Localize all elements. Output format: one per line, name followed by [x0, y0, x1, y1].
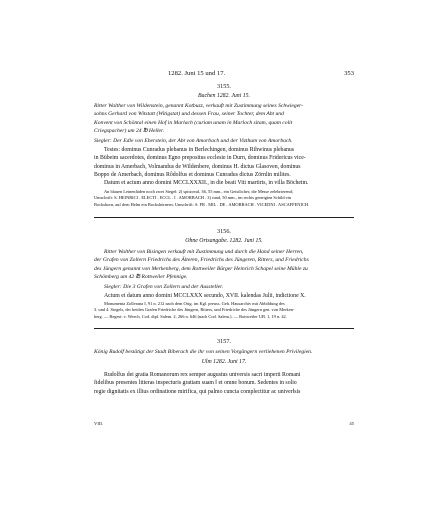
entry-seal-line: Siegler: Der Edle von Eberstein, der Abt von Amorbach und der Vizthum von Amorbach.: [94, 138, 293, 144]
note-line: Bocksborn, auf dem Helm ein Bockshörnern; Umschrift: S. FR . MIL . DE . AMORBACH . VICEDNI . ASCAFFENICH.: [94, 201, 310, 207]
entry-seal-line: Siegler: Die 3 Grafen von Zollern und der Aussteller.: [104, 284, 224, 290]
regest-line: König Rudolf bestätigt der Stadt Biberach die ihr von seinen Vorgängern verliehenen Privilegien.: [94, 349, 313, 355]
page-number: 353: [344, 70, 354, 77]
entry-number: 3156.: [217, 228, 231, 235]
entry-regest: [94, 102, 354, 135]
text-line: dominus in Amerbach, Volmandus de Wildenbere, dominus H. dictus Glasoven, dominus: [94, 163, 301, 170]
regest-line: Konvent von Schöntal einen Hof in Marlach (curiam unam in Marloch sitam, quam colit: [94, 119, 293, 126]
running-title: 1282. Juni 15 und 17.: [168, 70, 226, 77]
regest-line: des Jüngern genannt von Merkenberg, dem Rottweiler Bürger Heinrich Schapel seine Mühle zu: [94, 265, 308, 272]
section-divider: [94, 217, 354, 218]
entry-text: [94, 146, 354, 187]
entry-text: [94, 371, 354, 396]
note-line: Monumenta Zollerana I, 91 n. 212 nach dem Orig. im Kgl. preuss. Geh. Hausarchiv mit Abbildung des: [104, 301, 285, 306]
entry-note: [94, 189, 354, 208]
text-line: Actum et datum anno domini MCCLXXX secundo, XVII. kalendas Julii, indictione X.: [104, 293, 306, 299]
text-line: regie dignitatis ex illius ordinatione mirifica, qui palmo cuncta complectitur ac univer‖sis: [94, 388, 301, 395]
entry-place-date: Ulm 1282. Juni 17.: [201, 359, 247, 365]
regest-line: Schömberg um 42 ℔ Rottweiler Pfennige.: [94, 273, 188, 280]
note-line: An blauen Leinenfäden noch zwei Siegel: 2) spitzoval, 36, 55 mm., ein Geistlicher, die Messe zelebrierend;: [104, 189, 294, 194]
regest-line: Criegspacher) um 24 ℔ Heller.: [94, 127, 164, 134]
regest-line: sohns Gerhard von Witstatt (Witigstat) und dessen Frau, seiner Tochter, dem Abt und: [94, 111, 284, 118]
text-line: in Bübeim sacerdotes, dominus Egno prepositus ecclesie in Durn, dominus Fridericus vice-: [94, 155, 306, 162]
entry-place-date: Ohne Ortsangabe. 1282. Juni 15.: [185, 238, 263, 244]
entry-number: 3155.: [217, 83, 231, 90]
entry-number: 3157.: [217, 338, 231, 345]
sheet-signature: VIII.: [94, 421, 104, 426]
text-line: Datum et actum anno domini MCCLXXXII., in die beati Viti martiris, in villa Böcheim.: [104, 180, 309, 187]
note-line: berg. — Regest: v. Weech, Cod. dipl. Salem. 2, 266 n. 646 (nach Cod. Salem.). — Rottweiler UB. 1, 19 n. 42.: [94, 313, 287, 319]
entry-regest: [94, 348, 354, 356]
note-line: Umschrift: S. HEINRICI . ELECTI . ECCL . I . AMORBACH . 3) rund, 50 mm., im rechts geneigten Schild ein: [94, 195, 292, 201]
text-line: Boppo de Amerbach, dominus Rôdolfus et dominus Cunradus dictus Zörnlin milites.: [94, 171, 291, 178]
text-line: fidelibus presentes litteras inspecturis gratiam suam ‖ et omne bonum. Sedentes in solio: [94, 380, 297, 387]
text-line: Testes: dominus Cunradus plebanus in Berlechingen, dominus Rihwinus plebanus: [104, 147, 295, 153]
regest-line: Ritter Walther von Bisingen verkauft mit Zustimmung und durch die Hand seiner Herren,: [104, 249, 304, 255]
section-divider: [94, 328, 354, 329]
entry-text: [94, 292, 354, 300]
regest-line: Ritter Walther von Wildenstein, genannt Kotbuzz, verkauft mit Zustimmung seines Schwieger-: [94, 103, 304, 109]
sheet-number: 45: [349, 421, 354, 426]
note-line: 3. und 4. Siegels, der beiden Grafen Friedriche des Jüngern, Ritters, und Friedriche des Jüngern gen. von Merken-: [94, 307, 295, 313]
entry-place-date: Buchen 1282. Juni 15.: [198, 93, 250, 99]
entry-note: [94, 301, 354, 320]
entry-regest: [94, 248, 354, 281]
text-line: Rudolfus dei gratia Romanorum rex semper augustus universis sacri imperii Romani: [104, 372, 301, 378]
regest-line: der Grafen von Zollern Friedrichs des Älteren, Friedrichs des Jüngeren, Ritters, und Friedrichs: [94, 257, 309, 264]
